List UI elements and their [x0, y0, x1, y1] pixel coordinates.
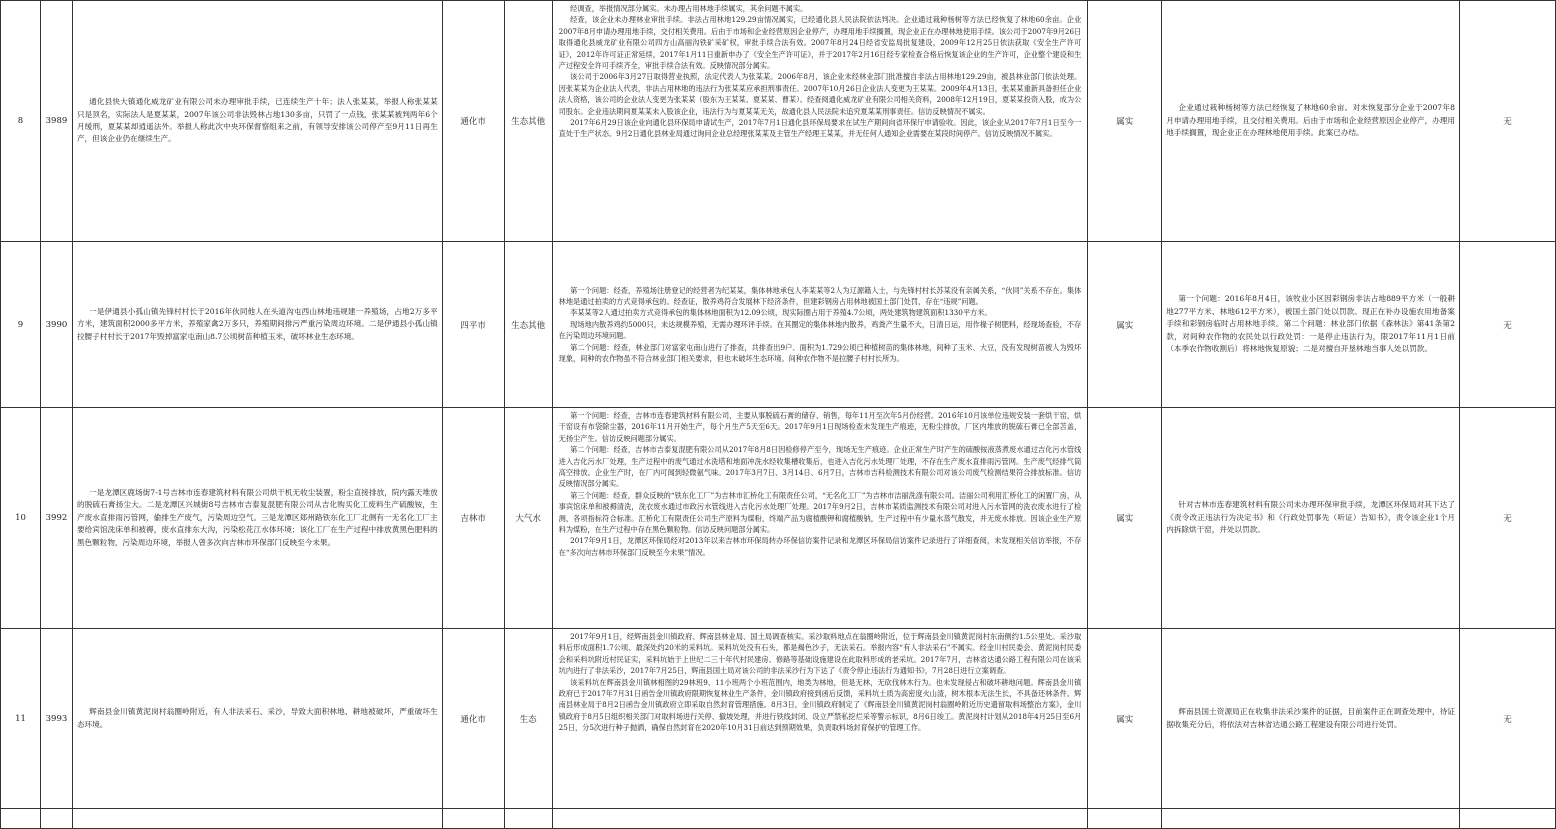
case-id: 3989 — [40, 1, 72, 242]
finding-paragraph: 第三个问题：经查，群众反映的“铁东化工厂”为吉林市汇桥化工有限责任公司，“无名化工厂”为吉林市洁丽洗涤有限公司。洁丽公司利用汇桥化工的闲置厂房，从事宾馆床单和被褥清洗，洗衣废水通过市政污水管线进入吉化污水处理厂处理。2017年9月2日，吉林市某质监测技术有限公司对进入污水管网的洗衣废水进行了检测，各项指标符合标准。汇桥化工有限责任公司生产原料为煤粉，终端产品为腐植酸钾和腐植酸钠，生产过程中有少量水蒸气散发，并无废水排放。因该企业生产原料为煤粉，在生产过程中存在黑色颗粒物。信访反映问题部分属实。 — [558, 490, 1082, 535]
category: 生态其他 — [504, 242, 552, 408]
accountability: 无 — [1460, 1, 1556, 242]
verdict: 属实 — [1088, 629, 1162, 809]
complaint-content: 一是龙潭区鹿场街7-1号吉林市连春建筑材料有限公司烘干机无收尘装置，粉尘直接排放，院内露天堆放的脱硫石膏扬尘大。二是龙潭区兴城街8号吉林市吉泰复混肥有限公司从吉化购买化工废料生产硫酸铵，生产废水直排雨污管网，偷排生产废气，污染周边空气。三是龙潭区郑州路铁东化工厂北侧有一无名化工厂主要给宾馆洗床单和被褥，废水直排东大沟，污染松花江水体环境；该化工厂在生产过程中排放黄黑色肥料的黑色颗粒物，污染周边环境，举报人曾多次向吉林市环保部门反映至今未果。 — [72, 408, 442, 629]
complaint-content: 通化县快大镇通化威龙矿业有限公司未办理审批手续，已连续生产十年；法人张某某，举报人称张某某只是顶名，实际法人是夏某某，2007年该公司非法毁林占地130多亩，只罚了一点钱，张某某被判两年6个月缓刑，夏某某却逍遥法外。举报人称此次中央环保督察组来之前，有领导安排该公司停产至9月11日再生产，但该企业仍在继续生产。 — [72, 1, 442, 242]
table-body — [1, 1, 1556, 829]
finding-paragraph: 2017年6月29日该企业向通化县环保局申请试生产，2017年7月1日通化县环保局要求在试生产期间向省环保厅申请验收。因此，该企业从2017年7月1日至今一直处于生产状态。9月2日通化县林业局通过询问企业总经理张某某及主管生产经理王某某，并无任何人通知企业需要在某段时间停产。信访反映情况不属实。 — [558, 118, 1082, 139]
complaint-content: 一是伊通县小孤山镇先锋村村长于2016年伙同他人在头道沟屯西山林地违规建一养殖场，占地2万多平方米，建筑面积2000多平方米，养殖家禽2万多只，养殖期间排污严重污染周边环境。二是伊通县小孤山镇拉腰子村村长于2017年毁掉富家屯南山8.7公顷树苗种植玉米，破坏林业生态环境。 — [72, 242, 442, 408]
category: 生态 — [504, 629, 552, 809]
verdict: 属实 — [1088, 1, 1162, 242]
accountability: 无 — [1460, 408, 1556, 629]
row-number: 9 — [1, 242, 41, 408]
verdict: 属实 — [1088, 408, 1162, 629]
handling-result: 企业通过栽种杨树等方法已经恢复了林地60余亩。对未恢复部分企业于2007年8月申请办理用地手续，且交付相关费用。后由于市场和企业经营原因企业停产，办理用地手续搁置，现企业正在办理林地使用手续。此案已办结。 — [1162, 1, 1460, 242]
investigation-findings — [552, 242, 1088, 408]
row-number: 11 — [1, 629, 41, 809]
finding-paragraph: 该采料坑在辉南县金川镇林相图的29林班9、11小班两个小班范围内，地类为林地，但是无林，无砍伐林木行为。也未发现侵占和破坏耕地问题。辉南县金川镇政府已于2017年7月31日函告金川镇政府限期恢复林业生产条件，金川镇政府接到函后反馈，采料坑土质为高密度火山渣，树木根本无法生长，不具备还林条件。辉南县林业局于8月2日函告金川镇政府立即采取自然封育管理措施。8月3日，金川镇政府制定了《辉南县金川镇黄泥岗村翁圈岭附近历史遗留取料场整治方案》，金川镇政府于8月5日组织相关部门对取料场进行关停、撤坡处理，并进行铁线封闭、设立严禁私挖烂采等警示标识，8月6日竣工。黄泥岗村计划从2018年4月25日至6月25日，分5次进行种子抛洒，确保自然封育在2020年10月31日前达到预期效果，负责取料场封育保护的管理工作。 — [558, 677, 1082, 733]
finding-paragraph: 李某某等2人通过拍卖方式竞得承包的集体林地面积为12.09公顷，现实际圈占用于养殖4.7公顷，两处建筑物建筑面积1330平方米。 — [570, 308, 992, 318]
city: 四平市 — [442, 242, 504, 408]
case-id: 3992 — [40, 408, 72, 629]
row-number: 10 — [1, 408, 41, 629]
city: 吉林市 — [442, 408, 504, 629]
table-row — [1, 629, 1556, 809]
finding-paragraph: 第一个问题：经查，吉林市连春建筑材料有限公司，主要从事脱硫石膏的储存、销售，每年11月至次年5月份经营。2016年10月该单位违规安装一套烘干窑，烘干窑设有布袋除尘器，2016年11月开始生产，每个月生产5天至6天。2017年9月1日现场检查未发现生产痕迹，无粉尘排放，厂区内堆放的脱硫石膏已全部苫盖，无扬尘产生。信访反映问题部分属实。 — [558, 411, 1082, 443]
investigation-findings — [552, 1, 1088, 242]
finding-paragraph: 经查，该企业未办理林业审批手续。非法占用林地129.29亩情况属实，已经通化县人民法院依法判决。企业通过栽种杨树等方法已经恢复了林地60余亩。企业2007年8月申请办理用地手续，交付相关费用。后由于市场和企业经营原因企业停产，办理用地手续搁置，现企业正在办理林地使用手续。该公司于2007年9月26日取得通化县威龙矿业有限公司四方山高丽沟铁矿采矿权，审批手续合法有效。2007年8月24日经省安监局批复建设，2009年12月25日依法获取《安全生产许可证》，2012年许可证正常延续，2017年1月11日重新申办了《安全生产许可证》，并于2017年2月16日经专家检查合格后恢复该企业的生产许可，企业整个建设和生产过程安全许可手续齐全，审批手续合法有效。反映情况部分属实。 — [558, 15, 1082, 71]
case-id: 3993 — [40, 629, 72, 809]
category: 大气水 — [504, 408, 552, 629]
handling-result: 第一个问题：2016年8月4日，该牧业小区因彩钢房非法占地889平方米（一般耕地277平方米、林地612平方米），被国土部门处以罚款。现正在补办设施农用地备案手续和彩钢房临时占用林地手续。第二个问题：林业部门依据《森林法》第41条第2款，对间种农作物的农民处以行政处罚：一是停止违法行为，限2017年11月1日前（本季农作物收割后）将林地恢复原貌；二是对擅自开垦林地当事人处以罚款。 — [1162, 242, 1460, 408]
finding-paragraph: 第二个问题：经查，吉林市吉泰复混肥有限公司从2017年8月8日因检修停产至今，现场无生产痕迹。企业正常生产时产生的硫酸铵液蒸煮废水通过吉化污水管线进入吉化污水厂处理，生产过程中的废气通过水洗塔和地面冲洗水经收集槽收集后，也进入吉化污水处理厂处理，不存在生产废水直排雨污管网。生产废气经排气筒高空排放。企业生产时，在厂内可闻到轻微氨气味。2017年3月7日、3月14日、6月7日，吉林市吉科检测技术有限公司对该公司废气检测结果符合排放标准。信访反映情况部分属实。 — [558, 445, 1082, 489]
handling-result: 针对吉林市连春建筑材料有限公司未办理环保审批手续，龙潭区环保局对其下达了《责令改正违法行为决定书》和《行政处罚事先（听证）告知书》，责令该企业1个月内拆除烘干窑，并处以罚款。 — [1162, 408, 1460, 629]
finding-paragraph: 2017年9月1日，龙潭区环保局经对2013年以来吉林市环保局转办环保信访案件记录和龙潭区环保局信访案件记录进行了详细查阅，未发现相关信访举报，不存在“多次向吉林市环保部门反映至今未果”情况。 — [558, 536, 1082, 557]
table-row — [1, 1, 1556, 242]
row-number: 8 — [1, 1, 41, 242]
table-row-partial — [1, 809, 1556, 829]
handling-result: 辉南县国土资源局正在收集非法采沙案件的证据，目前案件正在调查处理中，待证据收集充分后，将依法对吉林省达通公路工程建设有限公司进行处罚。 — [1162, 629, 1460, 809]
finding-paragraph: 第二个问题：经查，林业部门对富家屯南山进行了排查，共排查出9户、面积为1.729公顷已种植树苗的集体林地，间种了玉米、大豆，没有发现树苗被人为毁坏现象，间种的农作物虽不符合林业部门相关要求，但也未破坏生态环境。间种农作物不是拉腰子村村长所为。 — [558, 342, 1082, 364]
finding-paragraph: 2017年9月1日，经辉南县金川镇政府、辉南县林业局、国土局调查核实。采沙取料地点在翁圈岭附近，位于辉南县金川镇黄泥岗村东南侧约1.5公里处。采沙取料后形成面积1.7公顷、最深处约20米的采料坑。采料坑处没有石头，都是褐色沙子，无法采石。举报内容“有人非法采石”不属实。经金川村民委会、黄泥岗村民委会和采料坑附近村民证实，采料坑始于上世纪二三十年代村民建房、修路等基础设施建设在此取料形成的老采坑。2017年7月，吉林省达通公路工程有限公司在该采坑内进行了非法采沙，2017年7月25日，辉南县国土局对该公司的非法采沙行为下达了《责令停止违法行为通知书》，7月28日进行立案调查。 — [558, 632, 1082, 676]
verdict: 属实 — [1088, 242, 1162, 408]
investigation-findings — [552, 408, 1088, 629]
finding-paragraph: 经调查，举报情况部分属实。未办理占用林地手续属实，其余问题不属实。 — [570, 4, 808, 13]
finding-paragraph: 该公司于2006年3月27日取得营业执照，法定代表人为张某某。2006年8月，该企业未经林业部门批准擅自非法占用林地129.29亩，被县林业部门依法处理。因张某某为企业法人代表，非法占用林地的违法行为张某某应承担刑事责任。2007年10月26日企业法人变更为王某某。2009年4月13日，张某某重新具备担任企业法人资格，该公司的企业法人变更为张某某（股东为王某某、夏某某、曹某）。经查阅通化威龙矿业有限公司相关资料，2008年12月19日，夏某某投资入股，成为公司股东。企业违法期间夏某某未入股该企业，违法行为与夏某某无关，故通化县人民法院未追究夏某某刑事责任。信访反映情况不属实。 — [558, 72, 1082, 116]
accountability: 无 — [1460, 629, 1556, 809]
complaint-content: 辉南县金川镇黄泥岗村翁圈岭附近，有人非法采石、采沙，导致大面积林地、耕地被破坏，严重破坏生态环境。 — [72, 629, 442, 809]
case-id: 3990 — [40, 242, 72, 408]
table-row — [1, 408, 1556, 629]
city: 通化市 — [442, 1, 504, 242]
table-row — [1, 242, 1556, 408]
category: 生态其他 — [504, 1, 552, 242]
accountability: 无 — [1460, 242, 1556, 408]
city: 通化市 — [442, 629, 504, 809]
finding-paragraph: 现场地内散养鸡约5000只，未达规模养殖，无需办理环评手续。在其圈定的集体林地内散养，鸡粪产生量不大，日清日运，用作椽子树肥料，经现场查验，不存在污染周边环境问题。 — [558, 319, 1082, 341]
finding-paragraph: 第一个问题：经查，养殖场注册登记的经营者为纪某某，集体林地承包人李某某等2人为辽源籍人士，与先锋村村长苏某没有亲属关系，“伙同”关系不存在。集体林地是通过拍卖的方式竞得承包的。经查证，散养鸡符合发展林下经济条件，但建彩钢房占用林地被国土部门处罚，存在“违规”问题。 — [558, 285, 1082, 306]
investigation-findings — [552, 629, 1088, 809]
